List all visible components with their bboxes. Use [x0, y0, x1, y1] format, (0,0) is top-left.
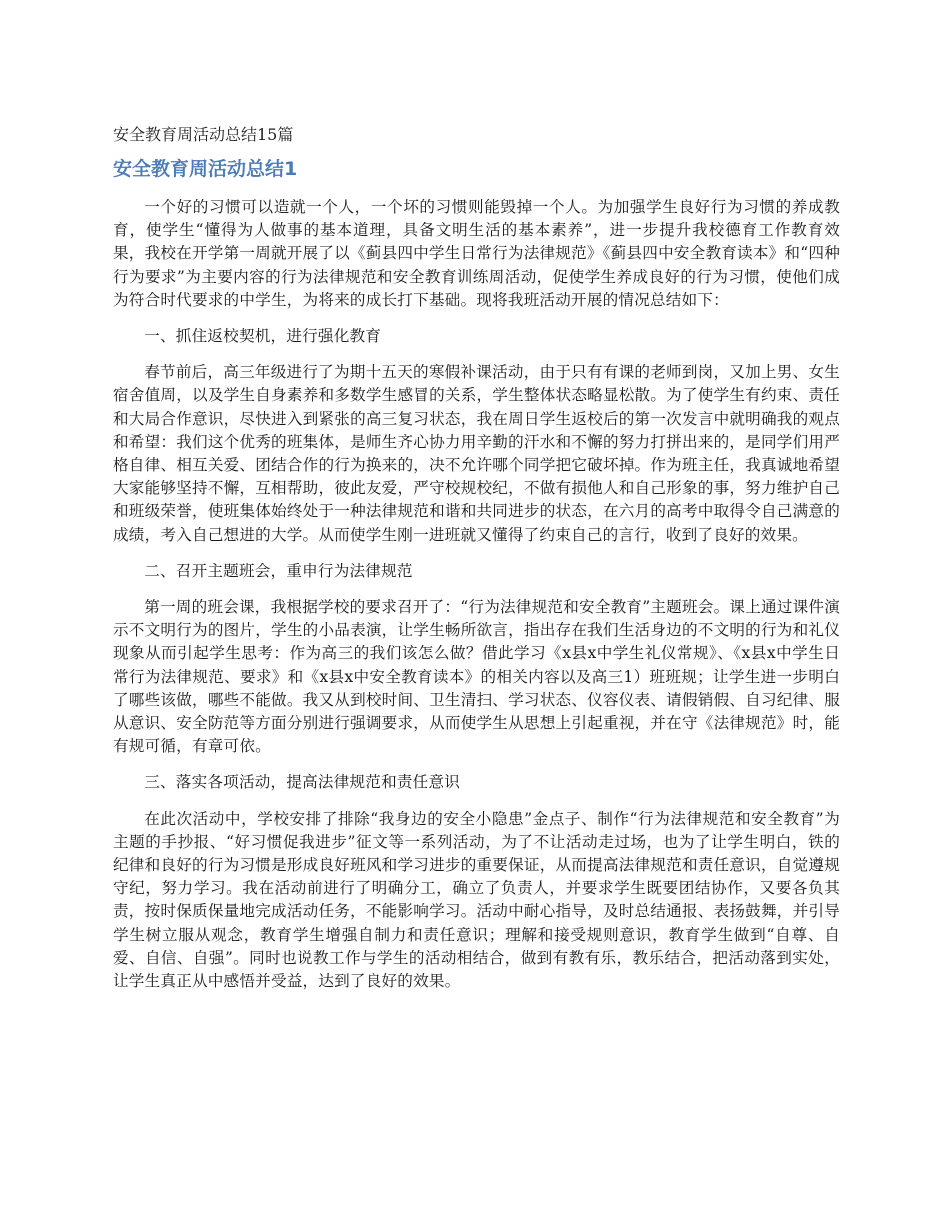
- subheading-2: 二、召开主题班会，重申行为法律规范: [144, 561, 413, 580]
- subheading-3: 三、落实各项活动，提高法律规范和责任意识: [144, 773, 461, 792]
- paragraph-1: 春节前后，高三年级进行了为期十五天的寒假补课活动，由于只有有课的老师到岗，又加上男、女生宿舍值周，以及学生自身素养和多数学生感冒的关系，学生整体状态略显松散。为了使学生有约束、责任和大局合作意识，尽快进入到紧张的高三复习状态，我在周日学生返校后的第一次发言中就明确我的观点和希望：我们这个优秀的班集体，是师生齐心协力用辛勤的汗水和不懈的努力打拼出来的，是同学们用严格自律、相互关爱、团结合作的行为换来的，决不允许哪个同学把它破坏掉。作为班主任，我真诚地希望大家能够坚持不懈，互相帮助，彼此友爱，严守校规校纪，不做有损他人和自己形象的事，努力维护自己和班级荣誉，使班集体始终处于一种法律规范和谐和共同进步的状态，在六月的高考中取得令自己满意的成绩，考入自己想进的大学。从而使学生刚一进班就又懂得了约束自己的言行，收到了良好的效果。: [113, 363, 840, 544]
- document-title: 安全教育周活动总结15篇: [113, 125, 294, 144]
- paragraph-2: 第一周的班会课，我根据学校的要求召开了：“行为法律规范和安全教育”主题班会。课上通过课件演示不文明行为的图片，学生的小品表演，让学生畅所欲言，指出存在我们生活身边的不文明的行为和礼仪现象从而引起学生思考：作为高三的我们该怎么做？借此学习《x县x中学生礼仪常规》、《x县x中学生日常行为法律规范、要求》和《x县x中安全教育读本》的相关内容以及高三1）班班规；让学生进一步明白了哪些该做，哪些不能做。我又从到校时间、卫生清扫、学习状态、仪容仪表、请假销假、自习纪律、服从意识、安全防范等方面分别进行强调要求，从而使学生从思想上引起重视，并在守《法律规范》时，能有规可循，有章可依。: [113, 598, 840, 756]
- paragraph-intro: 一个好的习惯可以造就一个人，一个坏的习惯则能毁掉一个人。为加强学生良好行为习惯的养成教育，使学生“懂得为人做事的基本道理，具备文明生活的基本素养”，进一步提升我校德育工作教育效果，我校在开学第一周就开展了以《蓟县四中学生日常行为法律规范》《蓟县四中安全教育读本》和“四种行为要求”为主要内容的行为法律规范和安全教育训练周活动，促使学生养成良好的行为习惯，使他们成为符合时代要求的中学生，为将来的成长打下基础。现将我班活动开展的情况总结如下：: [113, 198, 840, 309]
- section-heading: 安全教育周活动总结1: [113, 158, 298, 180]
- document-page: [113, 120, 840, 1006]
- paragraph-3: 在此次活动中，学校安排了排除“我身边的安全小隐患”金点子、制作“行为法律规范和安全教育”为主题的手抄报、“好习惯促我进步”征文等一系列活动，为了不让活动走过场，也为了让学生明白，铁的纪律和良好的行为习惯是形成良好班风和学习进步的重要保证，从而提高法律规范和责任意识，自觉遵规守纪，努力学习。我在活动前进行了明确分工，确立了负责人，并要求学生既要团结协作，又要各负其责，按时保质保量地完成活动任务，不能影响学习。活动中耐心指导，及时总结通报、表扬鼓舞，并引导学生树立服从观念，教育学生增强自制力和责任意识；理解和接受规则意识，教育学生做到“自尊、自爱、自信、自强”。同时也说教工作与学生的活动相结合，做到有教有乐，教乐结合，把活动落到实处，让学生真正从中感悟并受益，达到了良好的效果。: [113, 809, 840, 991]
- subheading-1: 一、抓住返校契机，进行强化教育: [144, 327, 382, 346]
